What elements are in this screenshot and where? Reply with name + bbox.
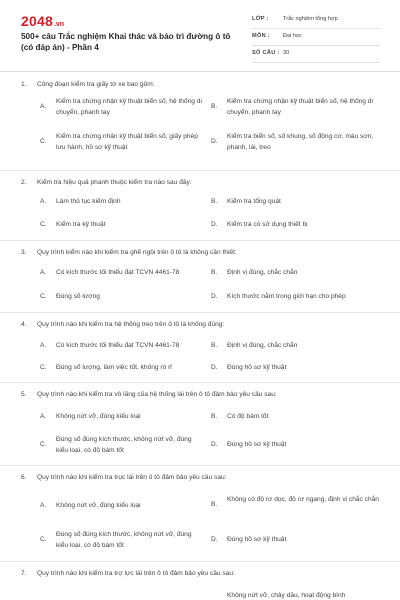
option-letter: D.	[211, 293, 218, 300]
logo-main-text: 2048	[21, 13, 53, 29]
question-divider	[0, 312, 400, 313]
option-letter: A.	[40, 269, 47, 276]
meta-value: Trắc nghiệm tổng hợp	[283, 16, 338, 22]
option-letter: D.	[211, 138, 218, 145]
option-letter: A.	[40, 413, 47, 420]
header-divider	[0, 71, 400, 72]
question-divider	[0, 465, 400, 466]
question-text: Quy trình nào khi kiểm tra trục lái trên ô tô đảm bảo yêu cầu sau:	[37, 474, 227, 481]
question-number: 1.	[21, 81, 27, 88]
question-divider	[0, 382, 400, 383]
option-text: Kiểm tra có sử dụng thiết bị	[227, 221, 308, 228]
option-letter: C.	[40, 364, 47, 371]
option-text: Đúng số đúng kích thước, không nứt vỡ, đúng kiểu loại, có độ bám tốt	[56, 531, 192, 549]
option-letter: C.	[40, 221, 47, 228]
option-letter: A.	[40, 198, 47, 205]
meta-row-subject	[252, 29, 380, 46]
question-text: Quy trình kiểm nào khi kiểm tra ghế ngồi trên ô tô là không cần thiết:	[37, 249, 237, 256]
meta-label: LỚP :	[252, 16, 269, 22]
option-text: Kiểm tra kỹ thuật	[56, 221, 106, 228]
question-divider	[0, 170, 400, 171]
option-text: Có kích thước tối thiểu đạt TCVN 4461-78	[56, 269, 180, 276]
option-text: Không nứt vỡ, đúng kiểu loại	[56, 502, 141, 509]
meta-label: SỐ CÂU :	[252, 50, 280, 56]
option-text: Kích thước nằm trong giới hạn cho phép	[227, 293, 346, 300]
question-number: 5.	[21, 391, 27, 398]
option-letter: A.	[40, 103, 47, 110]
option-text: Không có độ rơ dọc, độ rơ ngang, định vị chắc chắn	[227, 496, 379, 503]
option-letter: C.	[40, 536, 47, 543]
question-text: Quy trình nào khi kiểm tra trợ lực lái trên ô tô đảm bảo yêu cầu sau:	[37, 570, 235, 577]
option-text: Không nứt vỡ, chảy dầu, hoạt động bình	[227, 592, 346, 599]
question-text: Kiểm tra hiệu quả phanh thuộc kiểm tra nào sau đây:	[37, 179, 192, 186]
option-letter: A.	[40, 502, 47, 509]
question-text: Công đoạn kiểm tra giấy tờ xe bao gồm:	[37, 81, 155, 88]
option-text: Kiểm tra chứng nhận kỹ thuật biển số, hệ thống di chuyển, phanh tay	[56, 98, 202, 116]
option-letter: B.	[211, 103, 218, 110]
option-text: Có độ bám tốt	[227, 413, 269, 420]
option-text: Đúng hồ sơ kỹ thuật	[227, 441, 287, 448]
option-letter: A.	[40, 342, 47, 349]
meta-row-class	[252, 12, 380, 29]
logo-domain-text: .vn	[53, 21, 65, 28]
option-text: Kiểm tra biển số, số khung, số động cơ, màu sơn, phanh, lái, treo	[227, 133, 374, 151]
option-text: Kiểm tra chứng nhận kỹ thuật biển số, giấy phép lưu hành, hồ sơ kỹ thuật	[56, 133, 198, 151]
option-text: Đúng số lượng	[56, 293, 100, 300]
option-letter: D.	[211, 536, 218, 543]
option-letter: B.	[211, 198, 218, 205]
option-letter: D.	[211, 441, 218, 448]
option-letter: C.	[40, 138, 47, 145]
option-text: Đúng hồ sơ kỹ thuật	[227, 536, 287, 543]
question-divider	[0, 240, 400, 241]
option-text: Định vị đúng, chắc chắn	[227, 342, 298, 349]
question-number: 3.	[21, 249, 27, 256]
question-number: 6.	[21, 474, 27, 481]
option-letter: B.	[211, 501, 218, 508]
meta-label: MÔN :	[252, 33, 270, 39]
option-text: Đúng số lượng, làm việc tốt, không rò rỉ	[56, 364, 172, 371]
option-text: Định vị đúng, chắc chắn	[227, 269, 298, 276]
meta-value: Đại học	[283, 33, 302, 39]
question-text: Quy trình nào khi kiểm tra hệ thống treo trên ô tô là không đúng:	[37, 321, 225, 328]
site-logo[interactable]	[21, 13, 64, 27]
option-text: Không nứt vỡ, đúng kiểu loại	[56, 413, 141, 420]
option-letter: B.	[211, 413, 218, 420]
option-text: Đúng số đúng kích thước, không nứt vỡ, đúng kiểu loại, có độ bám tốt	[56, 436, 192, 454]
question-number: 7.	[21, 570, 27, 577]
question-number: 2.	[21, 179, 27, 186]
document-title: 500+ câu Trắc nghiệm Khai thác và bảo trì đường ô tô (có đáp án) - Phần 4	[21, 32, 231, 52]
option-letter: B.	[211, 342, 218, 349]
meta-value: 30	[283, 50, 290, 56]
option-letter: D.	[211, 221, 218, 228]
option-letter: B.	[211, 269, 218, 276]
meta-panel	[252, 12, 380, 63]
option-text: Có kích thước tối thiểu đạt TCVN 4461-78	[56, 342, 180, 349]
option-text: Làm thủ tục kiểm định	[56, 198, 121, 205]
question-number: 4.	[21, 321, 27, 328]
document-header	[0, 0, 400, 66]
option-text: Đúng hồ sơ kỹ thuật	[227, 364, 287, 371]
option-letter: C.	[40, 441, 47, 448]
meta-row-count	[252, 46, 380, 63]
option-letter: D.	[211, 364, 218, 371]
option-text: Kiểm tra tổng quát	[227, 198, 281, 205]
question-divider	[0, 561, 400, 562]
question-text: Quy trình nào khi kiểm tra vô lăng của hệ thống lái trên ô tô đảm bảo yêu cầu sau:	[37, 391, 277, 398]
option-text: Kiểm tra chứng nhận kỹ thuật biển số, hệ thống di chuyển, phanh tay	[227, 98, 373, 116]
option-letter: C.	[40, 293, 47, 300]
